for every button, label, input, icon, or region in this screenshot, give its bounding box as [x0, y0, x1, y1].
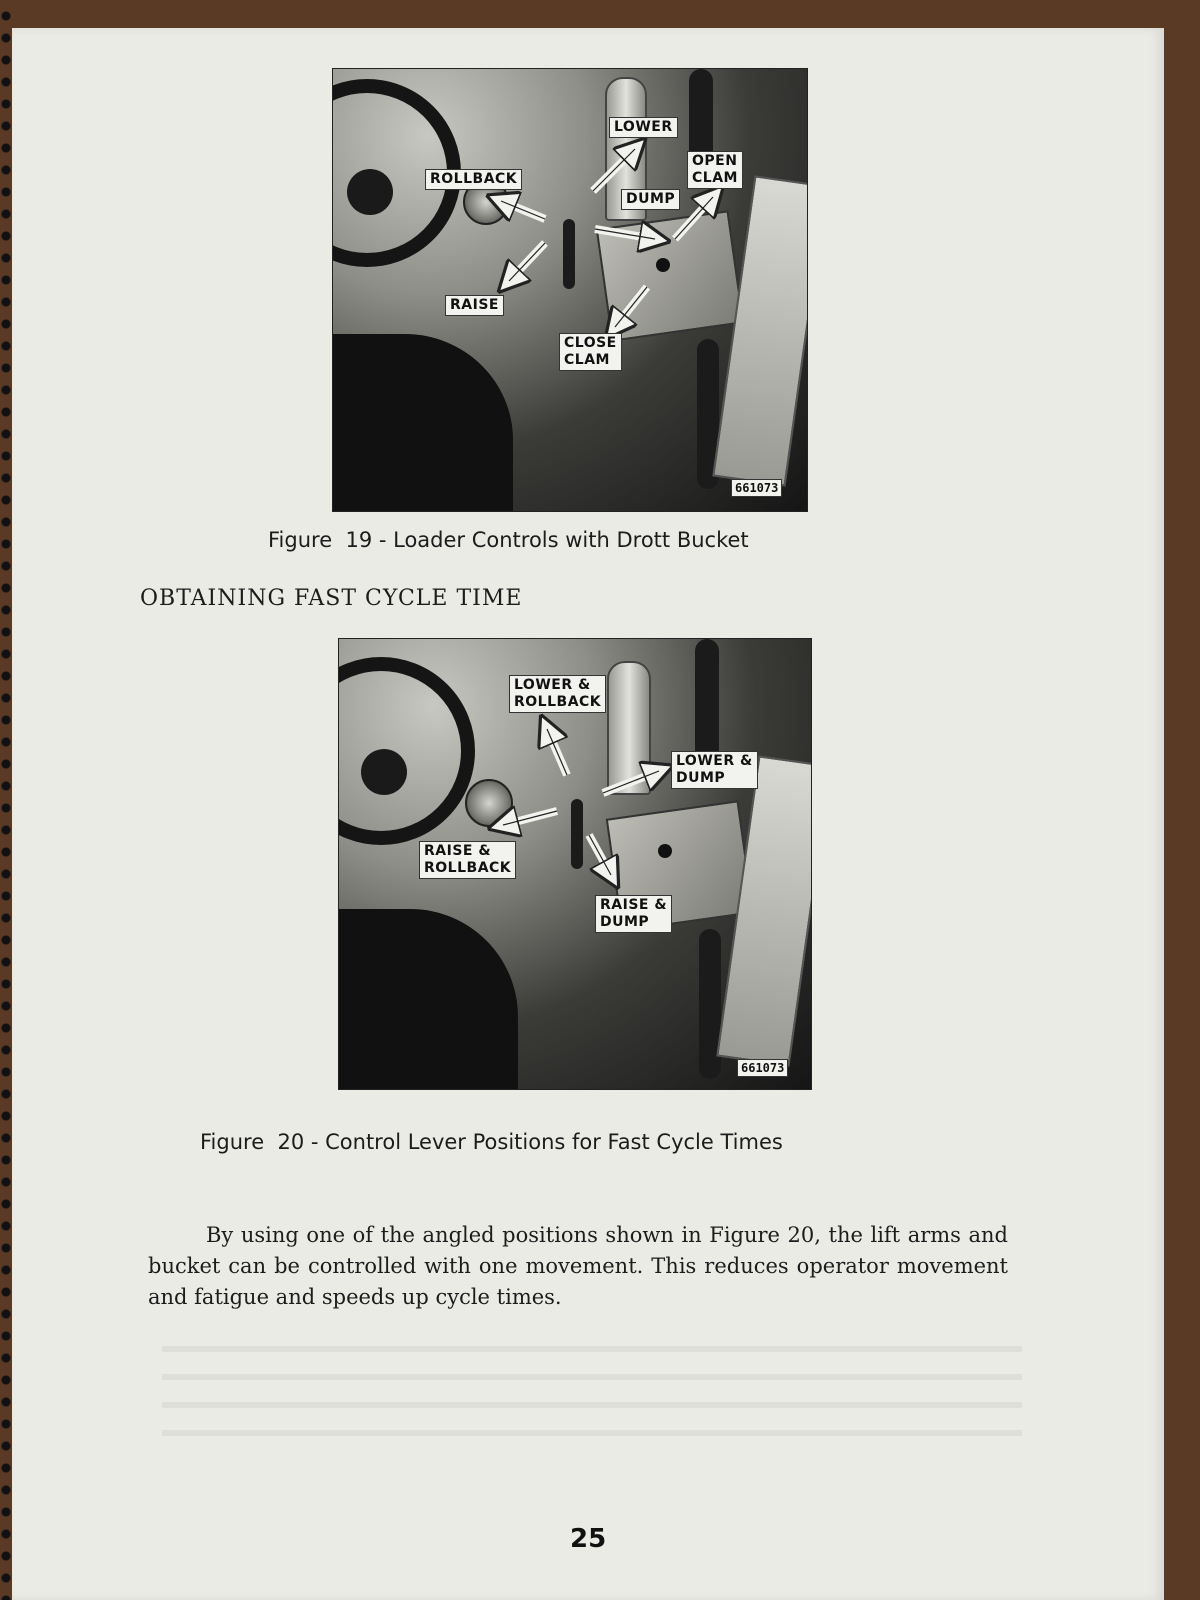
- lever-knob: [658, 844, 672, 858]
- section-heading: OBTAINING FAST CYCLE TIME: [140, 586, 523, 611]
- label-open-clam: OPEN CLAM: [687, 151, 743, 189]
- lever-knob: [656, 258, 670, 272]
- label-raise-rollback: RAISE & ROLLBACK: [419, 841, 516, 879]
- page-number: 25: [570, 1524, 607, 1554]
- body-paragraph: By using one of the angled positions shown in Figure 20, the lift arms and bucket can be controlled with one movement. This reduces operator movement and fatigue and speeds up cycle times.: [148, 1223, 1008, 1309]
- manual-page: [12, 28, 1164, 1600]
- label-lower-rollback: LOWER & ROLLBACK: [509, 675, 606, 713]
- figure-19-caption: Figure 19 - Loader Controls with Drott Bucket: [268, 528, 749, 552]
- label-raise-dump: RAISE & DUMP: [595, 895, 672, 933]
- photo-code: 661073: [737, 1059, 788, 1077]
- label-dump: DUMP: [621, 189, 680, 210]
- photo-code: 661073: [731, 479, 782, 497]
- figure-20-caption: Figure 20 - Control Lever Positions for Fast Cycle Times: [200, 1130, 783, 1154]
- label-lower: LOWER: [609, 117, 678, 138]
- figure-19-photo: [332, 68, 808, 512]
- label-rollback: ROLLBACK: [425, 169, 522, 190]
- bleed-through-text: [162, 1346, 1022, 1436]
- label-close-clam: CLOSE CLAM: [559, 333, 622, 371]
- direction-arrows: [333, 69, 807, 511]
- label-lower-dump: LOWER & DUMP: [671, 751, 758, 789]
- label-raise: RAISE: [445, 295, 504, 316]
- figure-20-photo: [338, 638, 812, 1090]
